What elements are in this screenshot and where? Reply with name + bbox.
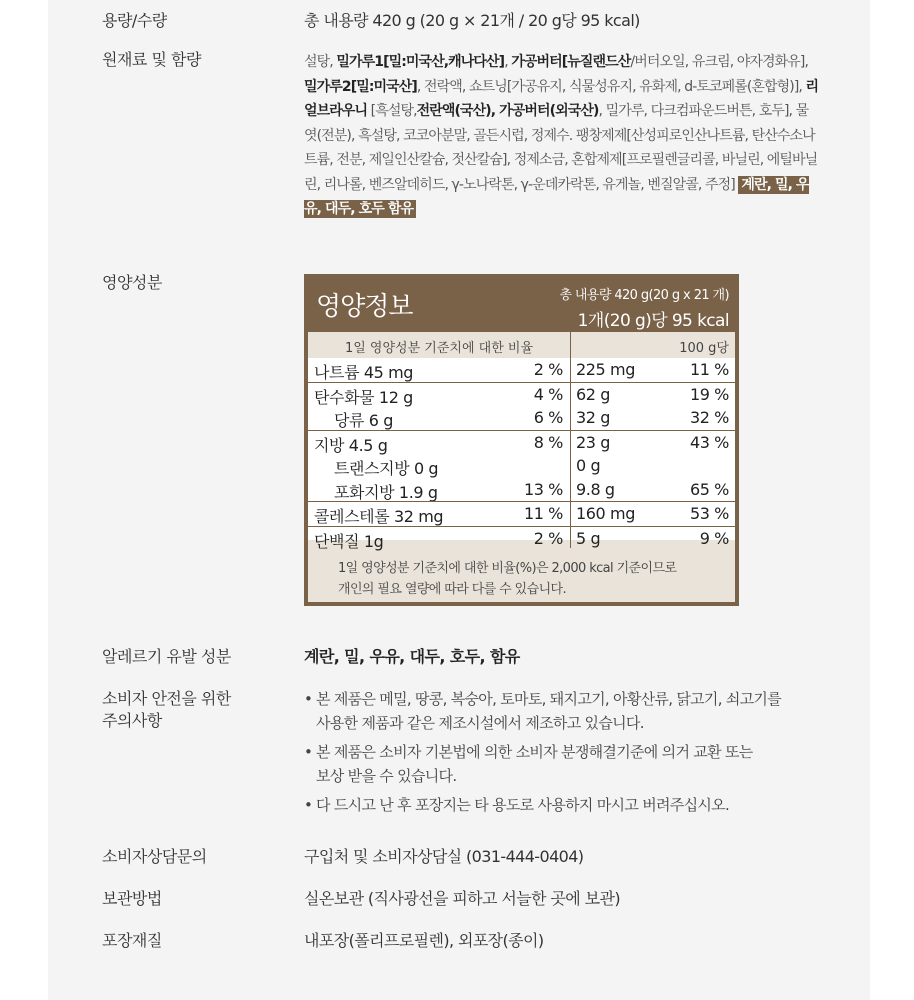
bullet-icon: • (304, 743, 313, 761)
percent-per-100g: 9 % (699, 528, 729, 548)
capacity-label: 용량/수량 (102, 11, 167, 30)
storage-label: 보관방법 (102, 889, 162, 908)
ingredient-segment: [흑설탕, (367, 103, 417, 119)
nutrition-label: 영양성분 (102, 273, 162, 292)
amount-per-100g: 23 g (576, 432, 611, 452)
nutrition-row (308, 406, 735, 430)
contact-label: 소비자상담문의 (102, 847, 207, 866)
ingredient-bold-segment: 리얼브라우니 (304, 78, 819, 119)
ingredients-label: 원재료 및 함량 (102, 50, 201, 69)
nutrient-name: 콜레스테롤 32 mg (314, 507, 444, 526)
nutrition-body (308, 332, 735, 602)
nutrition-title: 영양정보 (316, 292, 413, 322)
amount-per-100g: 160 mg (576, 504, 635, 523)
nutrient-name: 트랜스지방 0 g (334, 459, 439, 478)
nutrition-total: 총 내용량 420 g(20 g x 21 개) (559, 288, 729, 303)
safety-note-line: 보상 받을 수 있습니다. (316, 766, 457, 785)
nutrition-header-100g: 100 g당 (679, 341, 729, 356)
ingredient-bold-segment: 밀가루2[밀:미국산] (304, 78, 417, 95)
percent-per-100g: 32 % (689, 408, 729, 427)
safety-note-line: 본 제품은 소비자 기본법에 의한 소비자 분쟁해결기준에 의거 교환 또는 (316, 743, 753, 761)
nutrition-row (308, 358, 735, 382)
nutrition-per-unit: 1개(20 g)당 95 kcal (577, 311, 729, 331)
safety-label-line1: 소비자 안전을 위한 (102, 689, 231, 708)
daily-percent: 11 % (523, 504, 563, 523)
storage-value: 실온보관 (직사광선을 피하고 서늘한 곳에 보관) (304, 889, 620, 908)
capacity-value: 총 내용량 420 g (20 g × 21개 / 20 g당 95 kcal) (304, 11, 640, 30)
nutrient-name: 나트륨 45 mg (314, 363, 414, 382)
nutrition-header (308, 332, 735, 358)
safety-notes (304, 688, 824, 824)
nutrition-facts-table (304, 274, 739, 606)
ingredient-bold-segment: 가공버터[뉴질랜드산 (511, 54, 631, 70)
percent-per-100g: 53 % (689, 504, 729, 523)
ingredient-segment: , 전락액, 쇼트닝[가공유지, 식물성유지, 유화제, d-토코페롤(혼합형)], (416, 78, 806, 95)
ingredient-segment: /버터오일, 유크림, 야자경화유], (630, 54, 809, 70)
nutrition-rows (308, 358, 735, 550)
nutrient-name: 포화지방 1.9 g (334, 482, 438, 502)
nutrition-row (308, 430, 735, 455)
daily-percent: 6 % (533, 408, 563, 427)
daily-percent: 8 % (533, 432, 563, 452)
amount-per-100g: 9.8 g (576, 479, 615, 499)
ingredient-segment: , (504, 54, 512, 70)
column-divider (570, 358, 571, 548)
amount-per-100g: 5 g (576, 528, 601, 548)
nutrient-name: 탄수화물 12 g (314, 387, 413, 407)
nutrient-name: 단백질 1g (314, 531, 384, 551)
nutrition-row (308, 526, 735, 551)
nutrition-header-daily: 1일 영양성분 기준치에 대한 비율 (344, 341, 534, 356)
percent-per-100g: 43 % (689, 432, 729, 452)
nutrition-row (308, 478, 735, 502)
nutrition-footnote-line1: 1일 영양성분 기준치에 대한 비율(%)은 2,000 kcal 기준이므로 (338, 561, 677, 576)
percent-per-100g: 11 % (689, 360, 729, 379)
allergy-value: 계란, 밀, 우유, 대두, 호두, 함유 (304, 647, 520, 666)
amount-per-100g: 32 g (576, 408, 611, 427)
ingredient-bold-segment: 밀가루1[밀:미국산,캐나다산] (336, 54, 505, 70)
safety-note-line: 사용한 제품과 같은 제조시설에서 제조하고 있습니다. (316, 713, 644, 732)
packaging-label: 포장재질 (102, 931, 162, 950)
nutrition-row (308, 454, 735, 478)
safety-note-line: 본 제품은 메밀, 땅콩, 복숭아, 토마토, 돼지고기, 아황산류, 닭고기, 쇠고기를 (316, 690, 782, 708)
nutrition-row (308, 501, 735, 526)
packaging-value: 내포장(폴리프로필렌), 외포장(종이) (304, 931, 544, 950)
nutrition-footnote-line2: 개인의 필요 열량에 따라 다를 수 있습니다. (338, 582, 567, 597)
safety-note (304, 688, 824, 735)
nutrient-name: 지방 4.5 g (314, 435, 388, 455)
allergy-label: 알레르기 유발 성분 (102, 647, 231, 666)
safety-label-line2: 주의사항 (102, 711, 162, 730)
amount-per-100g: 0 g (576, 456, 601, 475)
safety-note (304, 741, 824, 788)
safety-label (102, 688, 231, 732)
amount-per-100g: 62 g (576, 384, 611, 404)
percent-per-100g: 65 % (689, 479, 729, 499)
header-divider (570, 332, 571, 358)
safety-note-line: 다 드시고 난 후 포장지는 타 용도로 사용하지 마시고 버려주십시오. (316, 796, 730, 814)
nutrition-row (308, 382, 735, 407)
daily-percent: 13 % (523, 479, 563, 499)
daily-percent: 2 % (533, 360, 563, 379)
ingredients-text (304, 50, 819, 222)
ingredient-segment: 설탕, (304, 54, 337, 70)
nutrition-footnote (338, 558, 728, 600)
contact-value: 구입처 및 소비자상담실 (031-444-0404) (304, 847, 584, 866)
amount-per-100g: 225 mg (576, 360, 635, 379)
nutrient-name: 당류 6 g (334, 411, 394, 430)
ingredient-segment: , 밀가루, 다크컴파운드버튼, 호두], 물엿(전분), 흑설탕, 코코아분말, 골든시럽, 정제수. 팽창제제[산성피로인산나트륨, 탄산수소나트륨, 전분, 제일인산칼슘, 젓산칼슘], 정제소금, 혼합제제[프로필렌글리콜, 바닐린, 에틸바닐린, 리나롤, 벤즈알데히드, γ-노나락톤, γ-운데카락톤, 유게놀, 벤질알콜, 주정] (304, 103, 818, 193)
ingredient-bold-segment: 전란액(국산), 가공버터(외국산) (416, 103, 599, 119)
daily-percent: 4 % (533, 384, 563, 404)
daily-percent: 2 % (533, 528, 563, 548)
percent-per-100g: 19 % (689, 384, 729, 404)
safety-note (304, 794, 824, 818)
bullet-icon: • (304, 690, 313, 708)
allergen-highlight: 계란, 밀, 우유, 대두, 호두 함유 (304, 176, 809, 217)
bullet-icon: • (304, 796, 313, 814)
